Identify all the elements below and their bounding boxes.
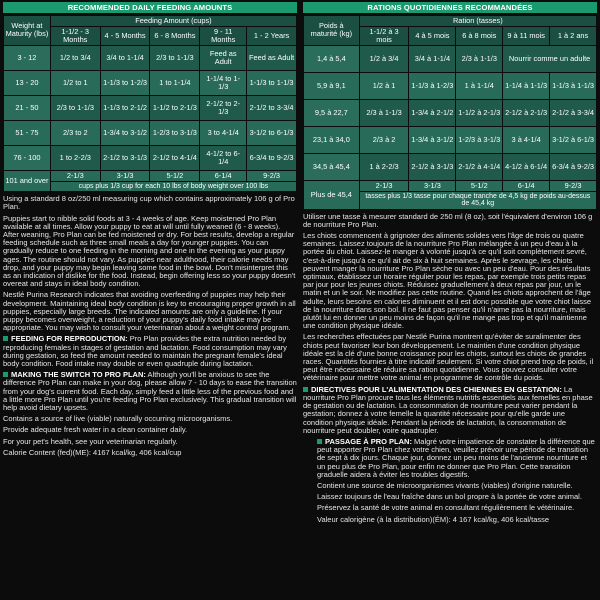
paragraph: For your pet's health, see your veterinarian regularly. — [3, 436, 178, 446]
weight-cell: 101 and over — [4, 170, 51, 191]
table-row — [304, 45, 597, 72]
amount-cell: 3/4 à 1-1/4 — [409, 45, 456, 72]
weight-header: Weight at Maturity (lbs) — [4, 16, 51, 46]
amount-cell: 2-1/2 to 3-3/4 — [247, 95, 297, 120]
weight-cell: 34,5 à 45,4 — [304, 153, 360, 180]
amount-cell: 1-2/3 à 3-1/3 — [456, 126, 503, 153]
amount-cell: 6-1/4 — [200, 170, 247, 181]
reproduction-section — [3, 335, 297, 368]
amount-cell: 3-1/3 — [409, 180, 456, 191]
paragraph: Contains a source of live (viable) naturally occurring microorganisms. — [3, 414, 233, 424]
weight-cell: Plus de 45,4 — [304, 180, 360, 209]
amount-cell: 3 to 4-1/4 — [200, 120, 247, 145]
amount-cell: 1-3/4 à 3-1/2 — [409, 126, 456, 153]
amount-cell: 3 à 4-1/4 — [503, 126, 550, 153]
table-row — [304, 126, 597, 153]
amount-cell: 9-2/3 — [550, 180, 597, 191]
age-header: 1-1/2 à 3 mois — [359, 26, 409, 45]
weight-header: Poids à maturité (kg) — [304, 16, 360, 46]
feeding-header: Ration (tasses) — [359, 16, 596, 27]
amount-cell: Feed as Adult — [200, 45, 247, 70]
amount-cell: 2-1/2 to 4-1/4 — [150, 145, 200, 170]
table-row — [4, 120, 297, 145]
amount-cell: 1/2 à 1 — [359, 72, 409, 99]
amount-cell: 2/3 to 1-1/3 — [150, 45, 200, 70]
calorie-content: Valeur calorigène (à la distribution)(ÉM): 4 167 kcal/kg, 406 kcal/tasse — [317, 514, 550, 524]
section-text: Malgré votre impatience de constater la différence que peut apporter Pro Plan chez votre chien, veuillez prévoir une période de transition de sept à dix jours. Chaque jour, donnez un peu moins de l'ancienne nourriture et un peu plus de Pro Plan, pour enfin ne donner que Pro Plan. Cette transition graduelle aidera à éviter les troubles digestifs. — [317, 436, 595, 479]
weight-cell: 9,5 à 22,7 — [304, 99, 360, 126]
amount-cell: Nourrir comme un adulte — [503, 45, 597, 72]
table-row — [4, 145, 297, 170]
paragraph: Using a standard 8 oz/250 ml measuring cup which contains approximately 106 g of Pro Plan. — [3, 194, 295, 212]
amount-cell: 1-1/4 to 1-1/3 — [200, 70, 247, 95]
paragraph: Nestlé Purina Research indicates that avoiding overfeeding of puppies may help their development. Maintaining ideal body condition is key to encouraging proper growth in all puppies, especially large breeds. The indicated amounts are only a guideline. If your puppy becomes overweight, a reduction of your puppy's daily food intake may be appropriate. You may wish to consult your veterinarian about a weight control program. — [3, 290, 296, 333]
amount-cell: 6-3/4 to 9-2/3 — [247, 145, 297, 170]
amount-cell: 1/2 to 3/4 — [50, 45, 100, 70]
bullet-square-icon — [3, 336, 8, 341]
rations-banner: RATIONS QUOTIDIENNES RECOMMANDÉES — [303, 2, 597, 13]
table-row — [304, 180, 597, 191]
gestation-section — [303, 386, 597, 435]
section-text: La nourriture Pro Plan procure tous les éléments nutritifs essentiels aux femelles en phase de gestation ou de lactation. La consommation de nourriture peut varier pendant la gestation; donnez à votre femelle la quantité nécessaire pour qu'elle garde une condition physique idéale. Pendant la période de lactation, la consommation de nourriture peut doubler, voire quadrupler. — [303, 384, 593, 435]
paragraph: Puppies start to nibble solid foods at 3 - 4 weeks of age. Keep moistened Pro Plan available at all times. Allow your puppy to eat at will until fully weaned (6 - 8 weeks). After weaning, Pro Plan can be fed moistened or dry. For best results, develop a regular feeding schedule such as three small meals a day for younger puppies. You can gradually reduce to one feeding in the morning and one in the evening as your puppy ages. The routine should not vary. As puppies near adulthood, their calorie needs may drop, and your puppy may begin leaving some food in the bowl. Don't misinterpret this as an indication of dislike for the food. Instead, begin offering less so your puppy doesn't overeat and stays in ideal body condition. — [3, 213, 296, 289]
table-row — [4, 95, 297, 120]
section-text: Pro Plan provides the extra nutrition needed by reproducing females in stages of gestation and lactation. Food consumption may vary during gestation, so feed the amount needed to maintain the pregnant female's ideal body condition. Food intake may double or even quadruple during lactation. — [3, 334, 287, 368]
amount-cell: 2/3 to 1-1/3 — [50, 95, 100, 120]
amount-cell: 2-1/2 à 3-3/4 — [550, 99, 597, 126]
paragraph: Les chiots commencent à grignoter des aliments solides vers l'âge de trois ou quatre semaines. Laissez toujours de la nourriture Pro Plan mélangée à un peu d'eau à la portée du chiot. Laissez-le manger à volonté jusqu'à ce qu'il soit complètement sevré, c'est-à-dire jusqu'à ce qu'il ait de six à huit semaines. Après le sevrage, les chiots peuvent manger la nourriture Pro Plan sèche ou avec un peu d'eau. Pour des résultats optimaux, établissez un horaire régulier pour les repas, par exemple trois petits repas par jour pour les jeunes chiots. Réduisez graduellement à deux repas par jour, un le matin et un le soir. Ne modifiez pas cette routine. Quand les chiots approchent de l'âge adulte, leurs besoins en calories diminuent et il est donc possible que votre chiot laisse de la nourriture dans son bol. Il ne faut pas penser qu'il n'aime pas la nourriture, mais plutôt lui en donner un peu moins de façon qu'il ne mange pas trop et qu'il maintienne une condition physique idéale. — [303, 231, 592, 331]
english-column — [3, 2, 297, 598]
age-header: 4 à 5 mois — [409, 26, 456, 45]
section-title: MAKING THE SWITCH TO PRO PLAN: — [11, 370, 146, 380]
amount-cell: 1 to 2-2/3 — [50, 145, 100, 170]
bullet-square-icon — [303, 387, 308, 392]
weight-cell: 1,4 à 5,4 — [304, 45, 360, 72]
amount-cell: 3-1/2 à 6-1/3 — [550, 126, 597, 153]
paragraph: Les recherches effectuées par Nestlé Purina montrent qu'éviter de suralimenter des chiots peut favoriser leur bon développement. Le maintien d'une condition physique idéale est la clé d'une bonne croissance pour les chiots, surtout les chiots de grandes races. Quantités fournies à titre indicatif seulement. Si votre chiot prend trop de poids, il peut être nécessaire de réduire sa ration quotidienne. Vous pouvez consulter votre vétérinaire pour mettre votre animal en programme de contrôle du poids. — [303, 332, 594, 383]
weight-cell: 23,1 à 34,0 — [304, 126, 360, 153]
french-text — [303, 213, 597, 524]
amount-cell: 2-1/2 à 4-1/4 — [456, 153, 503, 180]
feeding-table — [3, 15, 297, 192]
amount-cell: 3-1/3 — [100, 170, 150, 181]
amount-cell: 2-1/3 — [50, 170, 100, 181]
table-row — [4, 70, 297, 95]
amount-cell: 2-1/2 à 3-1/3 — [409, 153, 456, 180]
bullet-square-icon — [3, 372, 8, 377]
amount-cell: 5-1/2 — [456, 180, 503, 191]
paragraph: Préservez la santé de votre animal en consultant régulièrement le vétérinaire. — [317, 503, 575, 513]
paragraph: Utiliser une tasse à mesurer standard de 250 ml (8 oz), soit l'équivalent d'environ 106 g de nourriture Pro Plan. — [303, 211, 593, 229]
weight-cell: 51 - 75 — [4, 120, 51, 145]
amount-cell: 1 à 1-1/4 — [456, 72, 503, 99]
amount-cell: 1-3/4 à 2-1/2 — [409, 99, 456, 126]
weight-cell: 3 - 12 — [4, 45, 51, 70]
bullet-square-icon — [317, 439, 322, 444]
amount-cell: 1-1/3 to 2-1/2 — [100, 95, 150, 120]
french-column — [303, 2, 597, 598]
amount-cell: Feed as Adult — [247, 45, 297, 70]
amount-cell: 6-3/4 à 9-2/3 — [550, 153, 597, 180]
amount-cell: 2/3 à 1-1/3 — [456, 45, 503, 72]
amount-cell: 1 à 2-2/3 — [359, 153, 409, 180]
amount-cell: 1-1/4 à 1-1/3 — [503, 72, 550, 99]
table-header-row — [304, 16, 597, 27]
amount-cell: 9-2/3 — [247, 170, 297, 181]
amount-cell: 1-1/3 à 1-1/3 — [550, 72, 597, 99]
section-title: DIRECTIVES POUR L'ALIMENTATION DES CHIENNES EN GESTATION: — [311, 384, 562, 394]
amount-cell: 2-1/2 à 2-1/3 — [503, 99, 550, 126]
paragraph: Contient une source de microorganismes vivants (viables) d'origine naturelle. — [317, 480, 573, 490]
paragraph: Laissez toujours de l'eau fraîche dans un bol propre à la portée de votre animal. — [317, 492, 582, 502]
weight-cell: 5,9 à 9,1 — [304, 72, 360, 99]
english-text — [3, 195, 297, 457]
age-header: 9 - 11 Months — [200, 26, 247, 45]
age-header: 9 à 11 mois — [503, 26, 550, 45]
amount-cell: 1-1/3 à 1-2/3 — [409, 72, 456, 99]
amount-cell: 3/4 to 1-1/4 — [100, 45, 150, 70]
calorie-content: Calorie Content (fed)(ME): 4167 kcal/kg, 406 kcal/cup — [3, 447, 182, 457]
table-row — [304, 153, 597, 180]
amount-cell: 2-1/2 to 3-1/3 — [100, 145, 150, 170]
amount-cell: 2/3 à 2 — [359, 126, 409, 153]
amount-cell: 2-1/3 — [359, 180, 409, 191]
amount-cell: 1/2 à 3/4 — [359, 45, 409, 72]
over-weight-note: tasses plus 1/3 tasse pour chaque tranche de 4,5 kg de poids au-dessus de 45,4 kg — [359, 191, 596, 209]
age-header: 1 à 2 ans — [550, 26, 597, 45]
age-header: 6 - 8 Months — [150, 26, 200, 45]
section-text: Although you'll be anxious to see the difference Pro Plan can make in your dog, please allow 7 - 10 days to ease the transition from your dog's current food. Each day, simply feed a little less of the previous food and a little more Pro Plan until you're feeding Pro Plan exclusively. This gradual transition will help avoid dietary upsets. — [3, 370, 297, 412]
section-title: FEEDING FOR REPRODUCTION: — [11, 334, 128, 344]
weight-cell: 21 - 50 — [4, 95, 51, 120]
table-row — [304, 99, 597, 126]
amount-cell: 1-1/3 to 1-2/3 — [100, 70, 150, 95]
amount-cell: 1-1/3 to 1-1/3 — [247, 70, 297, 95]
amount-cell: 1-1/2 to 2-1/3 — [150, 95, 200, 120]
amount-cell: 1 to 1-1/4 — [150, 70, 200, 95]
amount-cell: 5-1/2 — [150, 170, 200, 181]
table-header-row — [4, 16, 297, 27]
age-header: 4 - 5 Months — [100, 26, 150, 45]
amount-cell: 2-1/2 to 2-1/3 — [200, 95, 247, 120]
amount-cell: 3-1/2 to 6-1/3 — [247, 120, 297, 145]
weight-cell: 13 - 20 — [4, 70, 51, 95]
switch-section — [317, 438, 597, 479]
section-title: PASSAGE À PRO PLAN: — [325, 436, 412, 446]
amount-cell: 6-1/4 — [503, 180, 550, 191]
age-header: 1 - 2 Years — [247, 26, 297, 45]
age-header: 1-1/2 - 3 Months — [50, 26, 100, 45]
table-row — [304, 72, 597, 99]
amount-cell: 1-1/2 à 2-1/3 — [456, 99, 503, 126]
amount-cell: 4-1/2 to 6-1/4 — [200, 145, 247, 170]
amount-cell: 4-1/2 à 6-1/4 — [503, 153, 550, 180]
switch-section — [3, 371, 297, 412]
age-header: 6 à 8 mois — [456, 26, 503, 45]
over-weight-note: cups plus 1/3 cup for each 10 lbs of body weight over 100 lbs — [50, 181, 296, 192]
table-row — [4, 45, 297, 70]
amount-cell: 1/2 to 1 — [50, 70, 100, 95]
rations-table — [303, 15, 597, 210]
paragraph: Provide adequate fresh water in a clean container daily. — [3, 425, 188, 435]
amount-cell: 1-3/4 to 3-1/2 — [100, 120, 150, 145]
weight-cell: 76 - 100 — [4, 145, 51, 170]
amount-cell: 2/3 to 2 — [50, 120, 100, 145]
feeding-header: Feeding Amount (cups) — [50, 16, 296, 27]
amount-cell: 1-2/3 to 3-1/3 — [150, 120, 200, 145]
amount-cell: 2/3 à 1-1/3 — [359, 99, 409, 126]
table-row — [4, 170, 297, 181]
feeding-banner: RECOMMENDED DAILY FEEDING AMOUNTS — [3, 2, 297, 13]
